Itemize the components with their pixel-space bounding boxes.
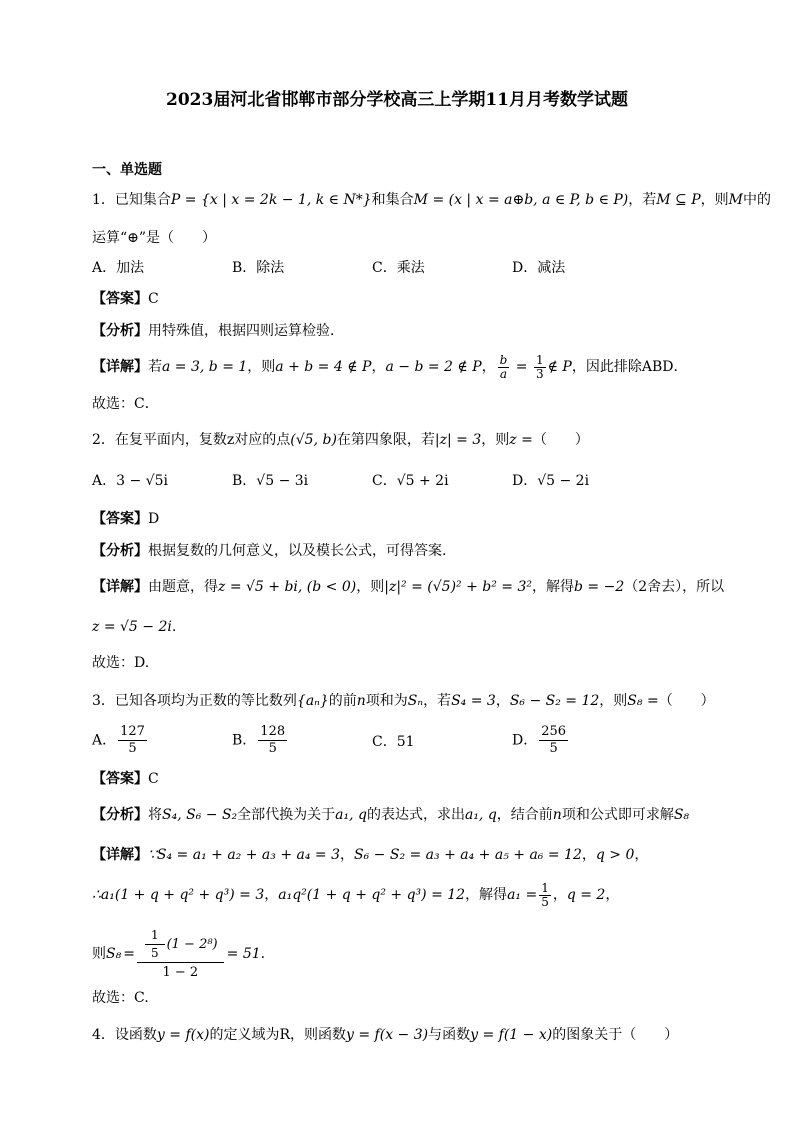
q3-text: ，则: [599, 693, 628, 709]
q1-stem-line2: 运算“⊕”是（ ）: [92, 230, 217, 246]
q2-analysis: [92, 542, 446, 560]
q3-text: 的表达式，求出: [366, 807, 465, 823]
q2-math: b = −2: [574, 579, 625, 595]
q3-s8: S₈ =: [627, 693, 659, 709]
q3-text: ，: [581, 847, 596, 863]
q3-detail-line3: [92, 924, 265, 984]
q1-set-p: P = {x | x = 2k − 1, k ∈ N*}: [170, 192, 372, 208]
q1-detail: [92, 352, 687, 382]
q3-math: n: [552, 807, 562, 823]
q2-answer-value: D: [148, 511, 160, 527]
q3-text: ，: [552, 887, 567, 903]
q3-sum-fraction: [137, 929, 224, 980]
answer-label: 【答案】: [92, 291, 148, 307]
q4-text: 的定义域为R，则函数: [209, 1027, 347, 1043]
q3-math: (1 − 2⁸): [166, 936, 218, 952]
option-prefix: B．: [232, 732, 257, 749]
q2-option-a: A．3 − √5i: [92, 473, 168, 489]
analysis-label: 【分析】: [92, 323, 148, 339]
fraction-numerator: 256: [541, 724, 567, 739]
q1-answer-value: C: [148, 291, 159, 307]
q1-fraction: [498, 354, 510, 381]
q1-subset: M ⊆ P: [656, 192, 701, 208]
q3-text: ，: [634, 847, 649, 863]
q3-option-b: [232, 724, 289, 757]
q4-function-2: y = f(x − 3): [346, 1027, 429, 1043]
fraction-numerator: 127: [120, 724, 145, 739]
q3-condition-1: S₄ = 3: [451, 693, 496, 709]
q2-modulus: |z| = 3: [434, 432, 482, 448]
q2-text: （ ）: [532, 432, 589, 448]
q2-text: .: [171, 619, 177, 635]
fraction-numerator: 1: [145, 929, 165, 945]
q1-m: M: [728, 192, 743, 208]
q3-math: S₆ − S₂ = a₃ + a₄ + a₅ + a₆ = 12: [354, 847, 582, 863]
option-prefix: D．: [512, 732, 538, 749]
fraction-denominator: 5: [268, 741, 277, 756]
q1-text: ，: [371, 359, 386, 375]
detail-label: 【详解】: [92, 847, 148, 863]
q1-math: a + b = 4 ∉ P: [275, 359, 372, 375]
q3-stem: [92, 692, 715, 710]
fraction-denominator: 5: [150, 945, 159, 960]
q1-math: a − b = 2 ∉ P: [385, 359, 482, 375]
q3-text: ，若: [423, 693, 452, 709]
q1-option-c: C．乘法: [372, 260, 425, 276]
q1-set-m: M = (x | x = a⊕b, a ∈ P, b ∈ P): [413, 192, 629, 208]
q3-math: a₁, q: [464, 807, 497, 823]
q1-text: ，则: [247, 359, 276, 375]
q3-text: ，: [605, 887, 620, 903]
q2-conclusion: 故选：D.: [92, 655, 150, 671]
q3-text: ，: [264, 887, 279, 903]
q4-function-1: y = f(x): [156, 1027, 210, 1043]
fraction-numerator: 1: [535, 352, 544, 367]
q3-math: a₁ =: [507, 887, 538, 903]
answer-label: 【答案】: [92, 771, 148, 787]
q1-conclusion: 故选：C．: [92, 396, 159, 412]
q3-condition-2: S₆ − S₂ = 12: [509, 693, 600, 709]
q3-text: 则: [92, 946, 106, 962]
answer-label: 【答案】: [92, 511, 148, 527]
q3-math: a₁, q: [335, 807, 367, 823]
analysis-label: 【分析】: [92, 807, 148, 823]
q3-math: q > 0: [595, 847, 635, 863]
q2-text: ，则: [481, 432, 510, 448]
q1-text: ，: [481, 359, 496, 375]
q1-option-a: A．加法: [92, 260, 145, 276]
q1-text: ，若: [628, 192, 657, 208]
q2-text: 由题意，得: [148, 579, 218, 595]
q2-math: z = √5 + bi, (b < 0): [218, 579, 357, 595]
q1-stem-line1: [92, 191, 771, 209]
q1-answer: [92, 290, 159, 308]
fraction-numerator: 1: [541, 880, 549, 895]
q3-sequence: {aₙ}: [296, 693, 329, 709]
q1-math: =: [511, 359, 532, 375]
q3-text: 3．已知各项均为正数的等比数列: [92, 693, 297, 709]
q2-text: ，则: [356, 579, 385, 595]
q2-detail: [92, 578, 724, 596]
q1-text: ，因此排除ABD．: [571, 359, 688, 375]
q1-option-b: B．除法: [232, 260, 285, 276]
q3-conclusion: 故选：C.: [92, 990, 149, 1006]
q2-option-c: C．√5 + 2i: [372, 473, 449, 489]
q2-option-d: D．√5 − 2i: [512, 473, 590, 489]
q2-math: |z|² = (√5)² + b² = 3²: [384, 579, 533, 595]
q4-function-3: y = f(1 − x): [470, 1027, 553, 1043]
q1-text: ，则: [700, 192, 729, 208]
q3-text: 项和公式即可求解: [561, 807, 674, 823]
q2-text: （2舍去），所以: [624, 579, 725, 595]
q1-text: 中的: [743, 192, 771, 208]
q4-text: 4．设函数: [92, 1027, 157, 1043]
q3-option-a-fraction: [118, 724, 147, 757]
q4-stem: [92, 1026, 678, 1044]
q3-a1-fraction: [539, 882, 551, 909]
q4-text: 的图象关于（ ）: [552, 1027, 679, 1043]
q2-text: 在第四象限，若: [336, 432, 435, 448]
q2-stem: [92, 431, 589, 449]
q3-answer-value: C: [148, 771, 159, 787]
q1-text: 和集合: [371, 192, 414, 208]
q2-result: z = √5 − 2i: [92, 619, 172, 635]
fraction-denominator: 3: [535, 366, 544, 381]
fraction-denominator: 5: [128, 741, 137, 756]
q1-text: 1．已知集合: [92, 192, 171, 208]
q3-text: （ ）: [658, 693, 715, 709]
option-prefix: A．: [92, 732, 117, 749]
q3-text: ，结合前: [496, 807, 553, 823]
section-heading: 一、单选题: [92, 162, 162, 178]
fraction-denominator: a: [499, 366, 508, 381]
q3-text: ，: [340, 847, 355, 863]
q1-math: a = 3, b = 1: [162, 359, 248, 375]
fraction-numerator: [137, 929, 224, 963]
detail-label: 【详解】: [92, 359, 148, 375]
q3-math: q = 2: [566, 887, 606, 903]
q3-text: ，: [495, 693, 510, 709]
q2-point: (√5, b): [290, 432, 337, 448]
q3-math: S₈: [106, 946, 122, 962]
q3-text: 将: [148, 807, 162, 823]
q3-sn: Sₙ: [407, 693, 424, 709]
q1-fraction-2: [534, 354, 546, 381]
q2-analysis-text: 根据复数的几何意义，以及模长公式，可得答案.: [148, 543, 447, 559]
page-title: 2023届河北省邯郸市部分学校高三上学期11月月考数学试题: [166, 90, 628, 110]
fraction-denominator: 5: [549, 741, 558, 756]
q1-analysis: [92, 322, 344, 340]
q3-option-c: C．51: [372, 734, 415, 750]
q3-math: a₁q²(1 + q + q² + q³) = 12: [278, 887, 466, 903]
fraction-numerator: b: [499, 352, 508, 367]
q3-text: ，解得: [465, 887, 508, 903]
q3-detail-line2: [92, 878, 619, 912]
q4-text: 与函数: [428, 1027, 471, 1043]
q3-text: 项和为: [365, 693, 408, 709]
q2-detail-result: [92, 618, 176, 636]
q2-z: z =: [509, 432, 533, 448]
q3-text: .: [260, 946, 266, 962]
fraction-numerator: 128: [260, 724, 286, 739]
q3-detail-line1: [92, 846, 648, 864]
q3-math: S₄, S₆ − S₂: [162, 807, 238, 823]
q3-math: = 51: [226, 946, 261, 962]
q2-answer: [92, 510, 159, 528]
q3-math: S₈: [673, 807, 690, 823]
q1-math: ∉ P: [547, 359, 572, 375]
fraction-denominator: 1 − 2: [162, 964, 199, 980]
detail-label: 【详解】: [92, 579, 148, 595]
fraction-denominator: 5: [541, 894, 549, 909]
q3-math: =: [123, 946, 135, 962]
q2-text: 2．在复平面内，复数z对应的点: [92, 432, 291, 448]
q1-analysis-text: 用特殊值，根据四则运算检验．: [148, 323, 344, 339]
q3-n: n: [356, 693, 366, 709]
q1-option-d: D．减法: [512, 260, 566, 276]
q3-inner-fraction: [145, 929, 165, 960]
analysis-label: 【分析】: [92, 543, 148, 559]
q3-text: 的前: [328, 693, 357, 709]
q3-option-d: [512, 724, 570, 757]
q3-option-d-fraction: [539, 724, 568, 757]
q3-analysis: [92, 806, 689, 824]
q2-option-b: B．√5 − 3i: [232, 473, 309, 489]
q3-answer: [92, 770, 159, 788]
q3-option-a: [92, 724, 149, 757]
q3-math: ∴a₁(1 + q + q² + q³) = 3: [92, 887, 265, 903]
q1-text: 若: [148, 359, 162, 375]
q3-math: ∵S₄ = a₁ + a₂ + a₃ + a₄ = 3: [148, 847, 341, 863]
q2-text: ，解得: [532, 579, 575, 595]
q3-option-b-fraction: [258, 724, 287, 757]
q3-text: 全部代换为关于: [237, 807, 336, 823]
